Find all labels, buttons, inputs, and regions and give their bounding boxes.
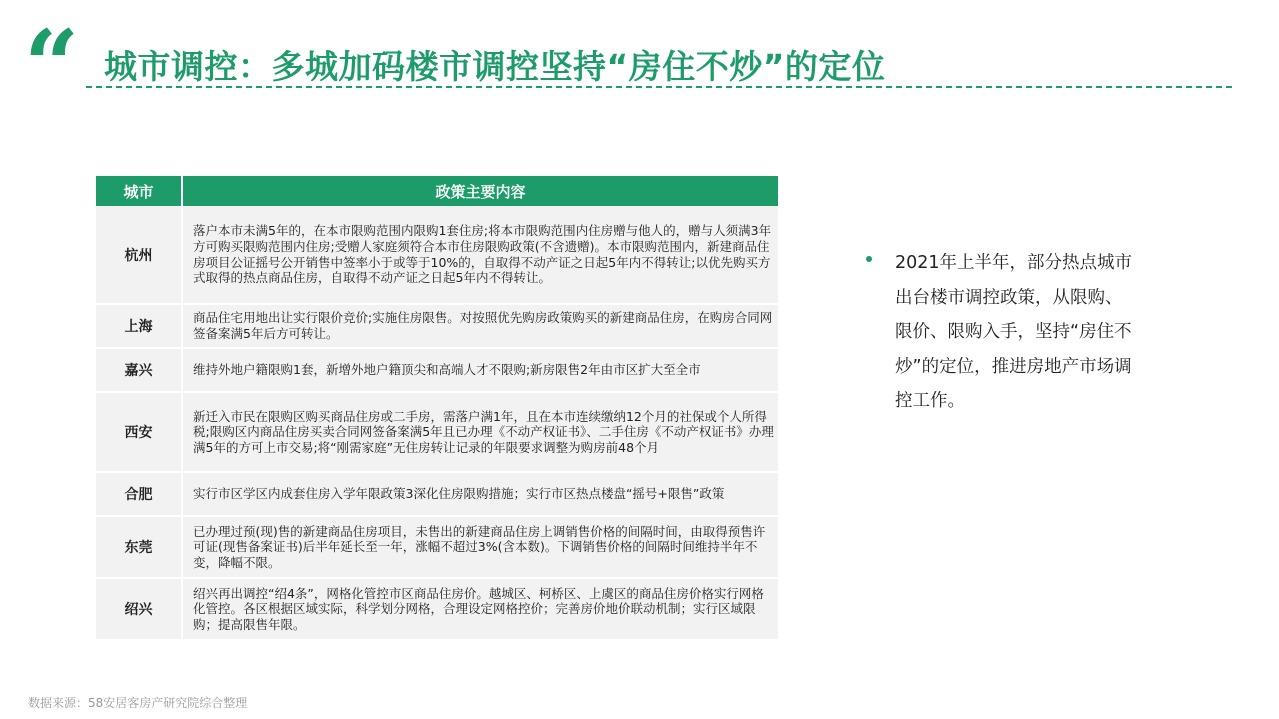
table-row: [96, 516, 778, 578]
city-cell: 绍兴: [96, 578, 182, 640]
quote-mark-icon: “: [24, 18, 80, 82]
city-cell: 嘉兴: [96, 348, 182, 392]
city-cell: 东莞: [96, 516, 182, 578]
bullet-dot-icon: [866, 256, 872, 262]
header-city: 城市: [96, 176, 182, 206]
data-source-note: 数据来源：58安居客房产研究院综合整理: [28, 696, 248, 710]
policy-cell: 已办理过预(现)售的新建商品住房项目，未售出的新建商品住房上调销售价格的间隔时间，由取得预售许可证(现售备案证书)后半年延长至一年，涨幅不超过3%(含本数)。下调销售价格的间隔时间维持半年不变，降幅不限。: [182, 516, 778, 578]
policy-table: [96, 176, 778, 641]
page-title: 城市调控：多城加码楼市调控坚持“房住不炒”的定位: [104, 47, 886, 86]
policy-cell: 商品住宅用地出让实行限价竞价;实施住房限售。对按照优先购房政策购买的新建商品住房，在购房合同网签备案满5年后方可转让。: [182, 304, 778, 348]
table-row: [96, 304, 778, 348]
table-header-row: [96, 176, 778, 206]
table-row: [96, 472, 778, 516]
table-row: [96, 578, 778, 640]
policy-cell: 新迁入市民在限购区购买商品住房或二手房，需落户满1年，且在本市连续缴纳12个月的社保或个人所得税;限购区内商品住房买卖合同网签备案满5年且已办理《不动产权证书》、二手住房《不动产权证书》办理满5年的方可上市交易;将“刚需家庭”无住房转让记录的年限要求调整为购房前48个月: [182, 392, 778, 472]
policy-cell: 落户本市未满5年的，在本市限购范围内限购1套住房;将本市限购范围内住房赠与他人的，赠与人须满3年方可购买限购范围内住房;受赠人家庭须符合本市住房限购政策(不含遗赠)。本市限购范围内，新建商品住房项目公证摇号公开销售中签率小于或等于10%的，自取得不动产证之日起5年内不得转让;以优先购买方式取得的热点商品住房，自取得不动产证之日起5年内不得转让。: [182, 206, 778, 304]
header-policy: 政策主要内容: [182, 176, 778, 206]
policy-cell: 绍兴再出调控“绍4条”，网格化管控市区商品住房价。越城区、柯桥区、上虞区的商品住房价格实行网格化管控。各区根据区域实际，科学划分网格，合理设定网格控价；完善房价地价联动机制；实行区域限购；提高限售年限。: [182, 578, 778, 640]
table-row: [96, 206, 778, 304]
title-divider: [86, 86, 1232, 88]
city-cell: 合肥: [96, 472, 182, 516]
policy-cell: 维持外地户籍限购1套，新增外地户籍顶尖和高端人才不限购;新房限售2年由市区扩大至全市: [182, 348, 778, 392]
city-cell: 上海: [96, 304, 182, 348]
summary-text: 2021年上半年，部分热点城市出台楼市调控政策，从限购、限价、限购入手，坚持“房住不炒”的定位，推进房地产市场调控工作。: [895, 253, 1133, 411]
table-row: [96, 392, 778, 472]
summary-bullet: [866, 246, 1136, 419]
city-cell: 杭州: [96, 206, 182, 304]
policy-cell: 实行市区学区内成套住房入学年限政策3深化住房限购措施；实行市区热点楼盘“摇号+限售”政策: [182, 472, 778, 516]
table-row: [96, 348, 778, 392]
city-cell: 西安: [96, 392, 182, 472]
